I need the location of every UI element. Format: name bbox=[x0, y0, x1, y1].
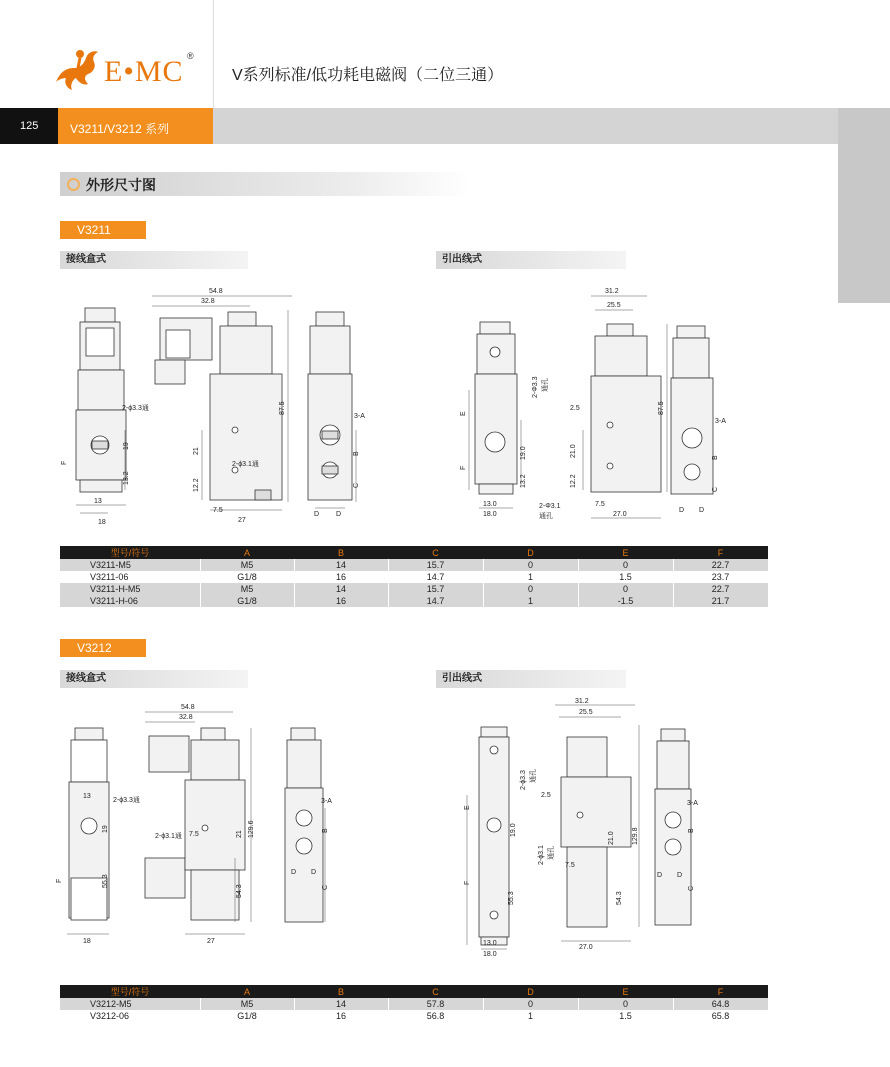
table-header: D bbox=[483, 546, 578, 559]
table-header: F bbox=[673, 985, 768, 998]
v3211-lead-wire-drawing bbox=[455, 280, 755, 525]
v3212-lead-wire-drawing bbox=[455, 695, 755, 960]
svg-text:通孔: 通孔 bbox=[542, 378, 549, 392]
table-cell: V3211-H-06 bbox=[60, 595, 200, 607]
svg-text:通孔: 通孔 bbox=[530, 769, 537, 783]
svg-text:2-ϕ3.1通: 2-ϕ3.1通 bbox=[155, 833, 182, 840]
table-cell: G1/8 bbox=[200, 571, 294, 583]
svg-text:2-ϕ3.3通: 2-ϕ3.3通 bbox=[113, 797, 140, 804]
svg-text:2-ϕ3.3: 2-ϕ3.3 bbox=[520, 770, 527, 790]
svg-text:7.5: 7.5 bbox=[213, 507, 223, 514]
series-label: V3211/V3212 系列 bbox=[70, 122, 170, 136]
table-cell: 15.7 bbox=[388, 583, 483, 595]
svg-text:32.8: 32.8 bbox=[201, 298, 215, 305]
table-cell: -1.5 bbox=[578, 595, 673, 607]
svg-text:21.0: 21.0 bbox=[608, 831, 615, 845]
table-cell: 22.7 bbox=[673, 559, 768, 571]
svg-text:E: E bbox=[464, 805, 471, 810]
svg-text:3-A: 3-A bbox=[715, 418, 726, 425]
table-cell: V3211-H-M5 bbox=[60, 583, 200, 595]
svg-text:27.0: 27.0 bbox=[579, 944, 593, 951]
table-cell: 0 bbox=[578, 559, 673, 571]
table-cell: 56.8 bbox=[388, 1010, 483, 1022]
svg-text:13.0: 13.0 bbox=[483, 940, 497, 947]
svg-text:D: D bbox=[679, 507, 685, 514]
table-header: 型号/符号 bbox=[60, 546, 200, 559]
v3212-junction-box-drawing bbox=[55, 698, 355, 948]
svg-text:13: 13 bbox=[83, 793, 91, 800]
table-cell: 0 bbox=[578, 583, 673, 595]
page-title: V系列标准/低功耗电磁阀（二位三通） bbox=[232, 67, 504, 84]
table-row bbox=[60, 595, 768, 607]
svg-text:2.5: 2.5 bbox=[541, 792, 551, 799]
svg-text:C: C bbox=[353, 482, 360, 488]
side-tab bbox=[838, 108, 890, 303]
svg-text:2-ϕ3.1通: 2-ϕ3.1通 bbox=[232, 461, 259, 468]
svg-text:27: 27 bbox=[207, 938, 215, 945]
svg-text:12.2: 12.2 bbox=[193, 478, 200, 492]
v3211-spec-table bbox=[60, 546, 769, 607]
table-cell: 14.7 bbox=[388, 595, 483, 607]
svg-text:D: D bbox=[336, 511, 342, 518]
svg-text:18: 18 bbox=[98, 519, 106, 525]
svg-text:7.5: 7.5 bbox=[595, 501, 605, 508]
svg-text:通孔: 通孔 bbox=[548, 846, 555, 860]
svg-text:87.5: 87.5 bbox=[279, 401, 286, 415]
table-cell: 15.7 bbox=[388, 559, 483, 571]
svg-text:通孔: 通孔 bbox=[539, 513, 553, 520]
svg-text:D: D bbox=[314, 511, 320, 518]
table-header: C bbox=[388, 546, 483, 559]
svg-text:2-Φ3.3: 2-Φ3.3 bbox=[532, 376, 539, 398]
table-header-row bbox=[60, 985, 768, 998]
table-header: B bbox=[294, 985, 388, 998]
svg-text:13.0: 13.0 bbox=[483, 501, 497, 508]
svg-text:D: D bbox=[699, 507, 705, 514]
table-cell: 14 bbox=[294, 559, 388, 571]
svg-text:F: F bbox=[56, 878, 63, 883]
table-cell: 22.7 bbox=[673, 583, 768, 595]
table-header: 型号/符号 bbox=[60, 985, 200, 998]
svg-text:D: D bbox=[291, 869, 297, 876]
svg-text:B: B bbox=[322, 828, 329, 833]
model-tag-v3212: V3212 bbox=[60, 639, 146, 657]
svg-text:31.2: 31.2 bbox=[575, 698, 589, 705]
svg-text:7.5: 7.5 bbox=[565, 862, 575, 869]
table-cell: 0 bbox=[483, 559, 578, 571]
table-cell: G1/8 bbox=[200, 1010, 294, 1022]
table-cell: 14 bbox=[294, 998, 388, 1010]
svg-text:F: F bbox=[460, 465, 467, 470]
svg-text:55.3: 55.3 bbox=[102, 874, 109, 888]
svg-text:21: 21 bbox=[193, 447, 200, 455]
table-cell: M5 bbox=[200, 998, 294, 1010]
svg-text:19: 19 bbox=[123, 442, 130, 450]
table-cell: 1 bbox=[483, 1010, 578, 1022]
svg-text:C: C bbox=[712, 486, 719, 492]
svg-text:E: E bbox=[460, 411, 467, 416]
svg-text:F: F bbox=[61, 460, 68, 465]
svg-text:7.5: 7.5 bbox=[189, 831, 199, 838]
brand-logo: E•MC bbox=[104, 55, 184, 88]
svg-text:32.8: 32.8 bbox=[179, 714, 193, 721]
subsection-v3211-lead-wire: 引出线式 bbox=[436, 251, 626, 269]
svg-text:3-A: 3-A bbox=[354, 413, 365, 420]
svg-text:12.2: 12.2 bbox=[570, 474, 577, 488]
subsection-v3212-junction-box: 接线盒式 bbox=[60, 670, 248, 688]
table-cell: 0 bbox=[483, 583, 578, 595]
svg-text:87.5: 87.5 bbox=[658, 401, 665, 415]
subsection-v3212-lead-wire: 引出线式 bbox=[436, 670, 626, 688]
svg-text:129.6: 129.6 bbox=[248, 820, 255, 838]
svg-text:B: B bbox=[353, 451, 360, 456]
svg-text:D: D bbox=[677, 872, 683, 879]
table-cell: V3211-M5 bbox=[60, 559, 200, 571]
header-divider bbox=[213, 0, 214, 108]
table-cell: 16 bbox=[294, 1010, 388, 1022]
svg-text:3-A: 3-A bbox=[687, 800, 698, 807]
table-header: E bbox=[578, 546, 673, 559]
svg-text:2-Φ3.1: 2-Φ3.1 bbox=[539, 503, 561, 510]
table-cell: 1.5 bbox=[578, 1010, 673, 1022]
svg-text:C: C bbox=[688, 885, 695, 891]
table-header: A bbox=[200, 985, 294, 998]
table-cell: 65.8 bbox=[673, 1010, 768, 1022]
svg-text:54.3: 54.3 bbox=[236, 884, 243, 898]
table-row bbox=[60, 1010, 768, 1022]
table-row bbox=[60, 559, 768, 571]
section-circle-icon bbox=[67, 178, 80, 191]
table-cell: V3211-06 bbox=[60, 571, 200, 583]
model-tag-v3211: V3211 bbox=[60, 221, 146, 239]
table-cell: M5 bbox=[200, 559, 294, 571]
svg-text:21: 21 bbox=[236, 830, 243, 838]
table-cell: G1/8 bbox=[200, 595, 294, 607]
svg-text:D: D bbox=[657, 872, 663, 879]
svg-text:F: F bbox=[464, 880, 471, 885]
svg-text:55.3: 55.3 bbox=[508, 891, 515, 905]
svg-text:13.2: 13.2 bbox=[123, 471, 130, 485]
table-cell: M5 bbox=[200, 583, 294, 595]
svg-text:2-ϕ3.1: 2-ϕ3.1 bbox=[538, 845, 545, 865]
svg-text:19: 19 bbox=[102, 825, 109, 833]
svg-text:54.3: 54.3 bbox=[616, 891, 623, 905]
horse-rider-logo-icon bbox=[50, 42, 104, 94]
page-number: 125 bbox=[20, 120, 39, 132]
registered-mark: ® bbox=[187, 51, 194, 61]
table-header-row bbox=[60, 546, 768, 559]
svg-text:18.0: 18.0 bbox=[483, 951, 497, 958]
table-cell: 1 bbox=[483, 571, 578, 583]
svg-text:18: 18 bbox=[83, 938, 91, 945]
svg-text:129.8: 129.8 bbox=[632, 827, 639, 845]
table-header: B bbox=[294, 546, 388, 559]
table-row bbox=[60, 998, 768, 1010]
table-cell: 23.7 bbox=[673, 571, 768, 583]
table-header: C bbox=[388, 985, 483, 998]
svg-text:D: D bbox=[311, 869, 317, 876]
table-header: E bbox=[578, 985, 673, 998]
table-row bbox=[60, 571, 768, 583]
v3211-junction-box-drawing bbox=[60, 280, 400, 525]
svg-text:21.0: 21.0 bbox=[570, 444, 577, 458]
svg-text:25.5: 25.5 bbox=[607, 302, 621, 309]
section-title: 外形尺寸图 bbox=[86, 177, 156, 193]
table-cell: 14.7 bbox=[388, 571, 483, 583]
svg-text:25.5: 25.5 bbox=[579, 709, 593, 716]
svg-text:2-ϕ3.3通: 2-ϕ3.3通 bbox=[122, 405, 149, 412]
table-header: A bbox=[200, 546, 294, 559]
table-cell: 16 bbox=[294, 571, 388, 583]
table-row bbox=[60, 583, 768, 595]
table-cell: 14 bbox=[294, 583, 388, 595]
svg-text:C: C bbox=[322, 884, 329, 890]
table-cell: 1 bbox=[483, 595, 578, 607]
svg-text:3-A: 3-A bbox=[321, 798, 332, 805]
svg-text:13: 13 bbox=[94, 498, 102, 505]
subsection-v3211-junction-box: 接线盒式 bbox=[60, 251, 248, 269]
svg-text:13.2: 13.2 bbox=[520, 474, 527, 488]
svg-text:B: B bbox=[688, 828, 695, 833]
table-cell: 64.8 bbox=[673, 998, 768, 1010]
table-cell: V3212-06 bbox=[60, 1010, 200, 1022]
svg-text:19.0: 19.0 bbox=[520, 446, 527, 460]
header-band bbox=[213, 108, 838, 144]
svg-text:54.8: 54.8 bbox=[209, 288, 223, 295]
svg-text:54.8: 54.8 bbox=[181, 704, 195, 711]
table-header: F bbox=[673, 546, 768, 559]
table-cell: V3212-M5 bbox=[60, 998, 200, 1010]
table-cell: 0 bbox=[578, 998, 673, 1010]
svg-text:27.0: 27.0 bbox=[613, 511, 627, 518]
table-cell: 1.5 bbox=[578, 571, 673, 583]
table-cell: 21.7 bbox=[673, 595, 768, 607]
table-cell: 57.8 bbox=[388, 998, 483, 1010]
svg-text:27: 27 bbox=[238, 517, 246, 524]
table-cell: 0 bbox=[483, 998, 578, 1010]
table-header: D bbox=[483, 985, 578, 998]
svg-text:31.2: 31.2 bbox=[605, 288, 619, 295]
v3212-spec-table bbox=[60, 985, 769, 1022]
svg-text:18.0: 18.0 bbox=[483, 511, 497, 518]
svg-text:19.0: 19.0 bbox=[510, 823, 517, 837]
svg-text:2.5: 2.5 bbox=[570, 405, 580, 412]
svg-text:B: B bbox=[712, 455, 719, 460]
table-cell: 16 bbox=[294, 595, 388, 607]
